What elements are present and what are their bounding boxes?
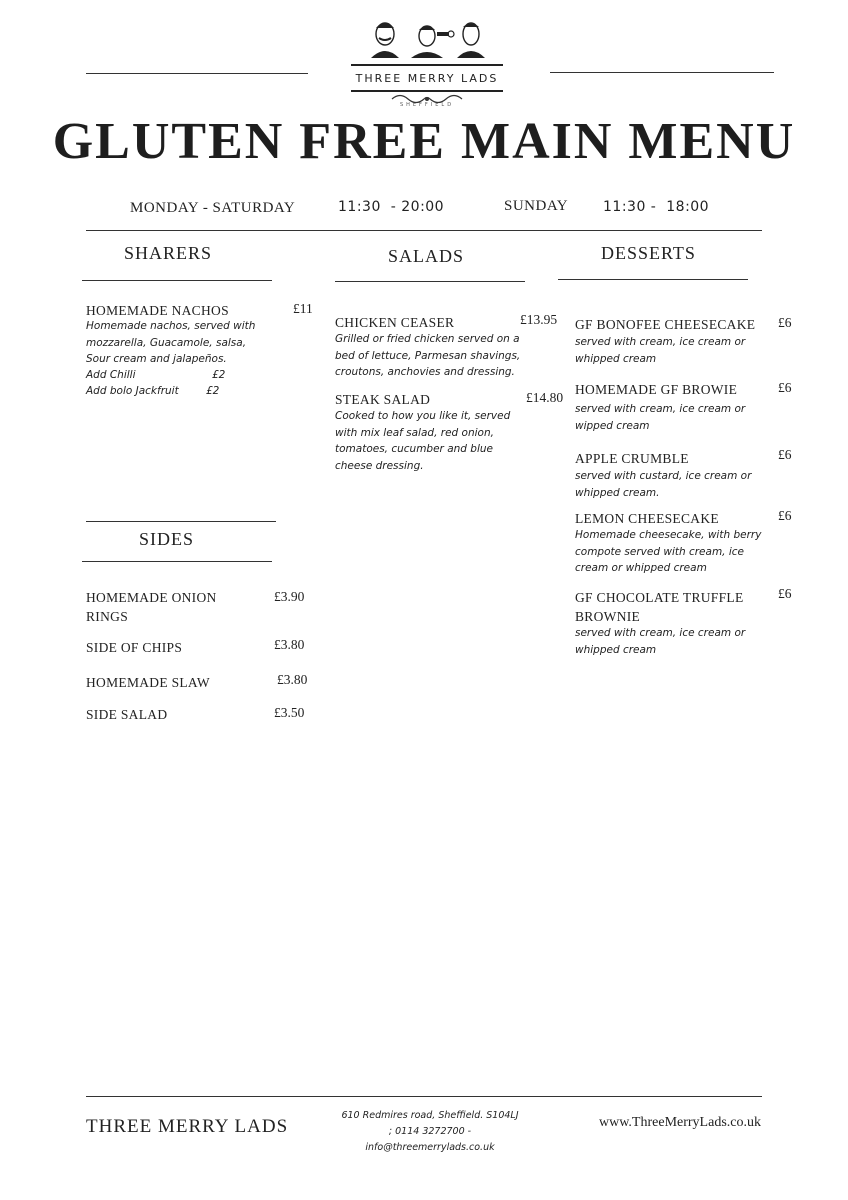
salad-item-desc <box>335 331 560 381</box>
desc-line: Cooked to how you like it, served <box>335 410 511 422</box>
side-item-name: SIDE SALAD <box>86 707 168 722</box>
sharers-heading: SHARERS <box>124 243 213 263</box>
dessert-item-price: £6 <box>778 380 792 395</box>
dessert-item-desc <box>575 625 775 658</box>
dessert-item-price: £6 <box>778 447 792 462</box>
desserts-heading-rule <box>558 279 748 280</box>
salad-item-price: £14.80 <box>526 390 564 405</box>
dessert-name-line: BROWNIE <box>575 609 641 624</box>
addon-price: £2 <box>206 385 220 397</box>
dessert-item-desc <box>575 334 775 367</box>
sharers-item-desc <box>86 318 286 368</box>
desc-line: served with custard, ice cream or <box>575 470 752 482</box>
side-item-price: £3.50 <box>274 705 305 720</box>
side-name-line: HOMEMADE ONION <box>86 590 217 605</box>
sides-heading: SIDES <box>139 529 195 549</box>
hours-weekday-time: 11:30 - 20:00 <box>338 199 445 215</box>
side-item-price: £3.80 <box>277 672 308 687</box>
hours-rule <box>86 230 762 231</box>
footer-email: info@threemerrylads.co.uk <box>365 1142 495 1153</box>
header-rule-right <box>550 72 774 73</box>
desc-line: cheese dressing. <box>335 459 424 472</box>
sharers-item-price: £11 <box>293 301 313 316</box>
salads-heading: SALADS <box>388 246 465 266</box>
hours-sunday-time: 11:30 - 18:00 <box>603 199 710 215</box>
dessert-item-desc <box>575 468 775 501</box>
desc-line: whipped cream <box>575 352 657 365</box>
desc-line: served with cream, ice cream or <box>575 403 746 415</box>
salad-item-name: CHICKEN CEASER <box>335 315 455 330</box>
dessert-item-price: £6 <box>778 315 792 330</box>
desc-line: wipped cream <box>575 419 650 432</box>
address-line: 610 Redmires road, Sheffield. S104LJ <box>341 1110 519 1121</box>
footer-rule <box>86 1096 762 1097</box>
desc-line: served with cream, ice cream or <box>575 336 746 348</box>
page-title: GLUTEN FREE MAIN MENU <box>52 113 796 170</box>
dessert-item-name: LEMON CHEESECAKE <box>575 511 719 526</box>
desserts-heading: DESSERTS <box>601 243 696 263</box>
dessert-item-price: £6 <box>778 586 792 601</box>
salads-heading-rule <box>335 281 525 282</box>
addon-label: Add Chilli <box>86 369 136 381</box>
dessert-item-name <box>575 588 744 626</box>
desc-line: whipped cream <box>575 643 657 656</box>
dessert-item-name: APPLE CRUMBLE <box>575 451 689 466</box>
addon-price: £2 <box>212 369 226 381</box>
logo-banner-text: THREE MERRY LADS <box>355 71 499 85</box>
side-item-price: £3.90 <box>274 589 305 604</box>
dessert-name-line: GF CHOCOLATE TRUFFLE <box>575 590 744 605</box>
desc-line: tomatoes, cucumber and blue <box>335 443 494 455</box>
salad-item-name: STEAK SALAD <box>335 392 431 407</box>
side-item-price: £3.80 <box>274 637 305 652</box>
sides-heading-rule <box>82 561 272 562</box>
side-item-name <box>86 588 217 626</box>
hours-weekday-label: MONDAY - SATURDAY <box>130 200 296 216</box>
desc-line: cream or whipped cream <box>575 562 707 574</box>
desc-line: Homemade nachos, served with <box>86 320 256 332</box>
desc-line: whipped cream. <box>575 486 660 499</box>
salad-item-desc <box>335 408 560 474</box>
header-rule-left <box>86 73 308 74</box>
sharers-item-name: HOMEMADE NACHOS <box>86 303 229 318</box>
hours-sunday-label: SUNDAY <box>504 198 569 214</box>
sharers-heading-rule <box>82 280 272 281</box>
desc-line: with mix leaf salad, red onion, <box>335 426 494 439</box>
desc-line: croutons, anchovies and dressing. <box>335 366 515 378</box>
footer-website: www.ThreeMerryLads.co.uk <box>599 1115 761 1130</box>
logo-city: SHEFFIELD <box>399 102 455 108</box>
address-line: ; 0114 3272700 - <box>388 1126 472 1137</box>
footer-business-name: THREE MERRY LADS <box>86 1116 289 1137</box>
logo-banner <box>351 64 503 92</box>
dessert-item-name: HOMEMADE GF BROWIE <box>575 382 738 397</box>
dessert-item-price: £6 <box>778 508 792 523</box>
desc-line: Sour cream and jalapeños. <box>86 353 227 365</box>
dessert-item-name: GF BONOFEE CHEESECAKE <box>575 317 756 332</box>
side-name-line: RINGS <box>86 609 129 624</box>
ornament-flourish-icon <box>390 92 464 106</box>
sides-top-rule <box>86 521 276 522</box>
side-item-name: HOMEMADE SLAW <box>86 675 210 690</box>
salad-item-price: £13.95 <box>520 312 558 327</box>
side-item-name: SIDE OF CHIPS <box>86 640 183 655</box>
desc-line: compote served with cream, ice <box>575 545 745 558</box>
footer-address <box>330 1108 530 1156</box>
desc-line: Grilled or fried chicken served on a <box>335 333 520 345</box>
addon-label: Add bolo Jackfruit <box>86 385 179 397</box>
three-lads-portrait-icon <box>363 18 493 58</box>
desc-line: bed of lettuce, Parmesan shavings, <box>335 349 521 362</box>
desc-line: mozzarella, Guacamole, salsa, <box>86 336 247 349</box>
desc-line: Homemade cheesecake, with berry <box>575 529 762 541</box>
dessert-item-desc <box>575 527 775 577</box>
dessert-item-desc <box>575 401 775 434</box>
desc-line: served with cream, ice cream or <box>575 627 746 639</box>
